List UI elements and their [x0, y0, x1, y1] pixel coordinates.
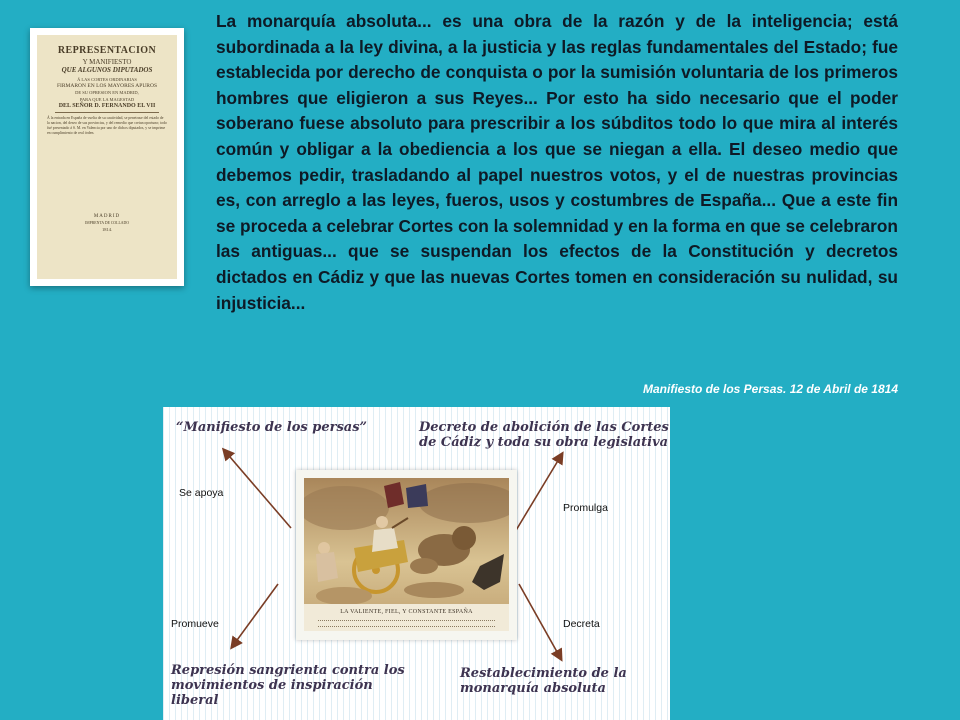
- doc-line-1: Á LAS CORTES ORDINARIAS: [77, 77, 137, 82]
- arrow-promulga: [515, 454, 562, 532]
- doc-imprint-city: MADRID: [93, 213, 121, 219]
- doc-line-4: PARA QUE LA MAGESTAD: [79, 97, 135, 102]
- doc-body-text: Á la entrada en España de vuelta de su cautividad, se penetrase del estado de la nacion, del deseo de sus provincias, y del remedio que creian oportuno; todo fué presentado á S. M. en Valencia por uno de dichos diputados, y se imprime en cumplimiento de real órden.: [47, 116, 167, 135]
- arrow-label-se-apoya: Se apoya: [179, 487, 224, 499]
- doc-line-3: DE SU OPRESION EN MADRID,: [75, 90, 139, 95]
- doc-line-5: DEL SEÑOR D. FERNANDO EL VII: [58, 103, 156, 109]
- label-decreto-abolicion: Decreto de abolición de las Cortes de Cádiz y toda su obra legislativa: [419, 420, 669, 450]
- document-page: [37, 35, 177, 279]
- arrow-se-apoya: [224, 450, 291, 528]
- quote-citation: Manifiesto de los Persas. 12 de Abril de 1814: [643, 382, 898, 396]
- arrow-decreta: [519, 584, 561, 659]
- document-thumbnail: [30, 28, 184, 286]
- doc-divider: [55, 112, 159, 113]
- doc-title: REPRESENTACION: [57, 45, 157, 56]
- doc-line-2: FIRMARON EN LOS MAYORES APUROS: [56, 83, 158, 89]
- arrow-promueve: [232, 584, 278, 647]
- concept-diagram: [163, 407, 670, 720]
- quote-text: La monarquía absoluta... es una obra de la razón y de la inteligencia; está subordinada a la ley divina, a la justicia y las reglas fundamentales del Estado; fue establecida por derecho de conquista o por la sumisión voluntaria de los primeros hombres que eligieron a sus Reyes... Por esto ha sido necesario que el poder soberano fuese absoluto para prescribir a los súbditos todo lo que mira al interés común y obligar a la obediencia a los que se niegan a ella. El deseo medio que debemos pedir, trasladando al papel nuestros votos, y el de nuestras provincias es, con arreglo a las leyes, fueros, usos y costumbres de España... Que a este fin se proceda a celebrar Cortes con la solemnidad y en la forma en que se celebraron las antiguas... que se suspendan los efectos de la Constitución y decretos dictados en Cádiz y que las nuevas Cortes tomen en consideración su nulidad, su injusticia...: [216, 11, 898, 313]
- doc-subtitle: Y MANIFIESTO: [82, 58, 132, 66]
- engraving-caption: LA VALIENTE, FIEL, Y CONSTANTE ESPAÑA: [340, 609, 473, 615]
- arrow-label-decreta: Decreta: [563, 618, 600, 630]
- engraving-image: [304, 478, 509, 631]
- engraving-frame: [296, 470, 517, 640]
- doc-italic-line: QUE ALGUNOS DIPUTADOS: [61, 66, 153, 74]
- label-represion: Represión sangrienta contra los movimientos de inspiración liberal: [171, 663, 405, 708]
- label-manifiesto: “Manifiesto de los persas”: [176, 420, 368, 435]
- arrow-label-promulga: Promulga: [563, 502, 608, 514]
- engraving-fine-print: [318, 620, 495, 627]
- doc-imprint-printer: IMPRENTA DE COLLADO: [85, 220, 129, 225]
- doc-imprint-year: 1814.: [101, 226, 113, 232]
- arrow-label-promueve: Promueve: [171, 618, 219, 630]
- label-restablecimiento: Restablecimiento de la monarquía absoluta: [460, 666, 627, 696]
